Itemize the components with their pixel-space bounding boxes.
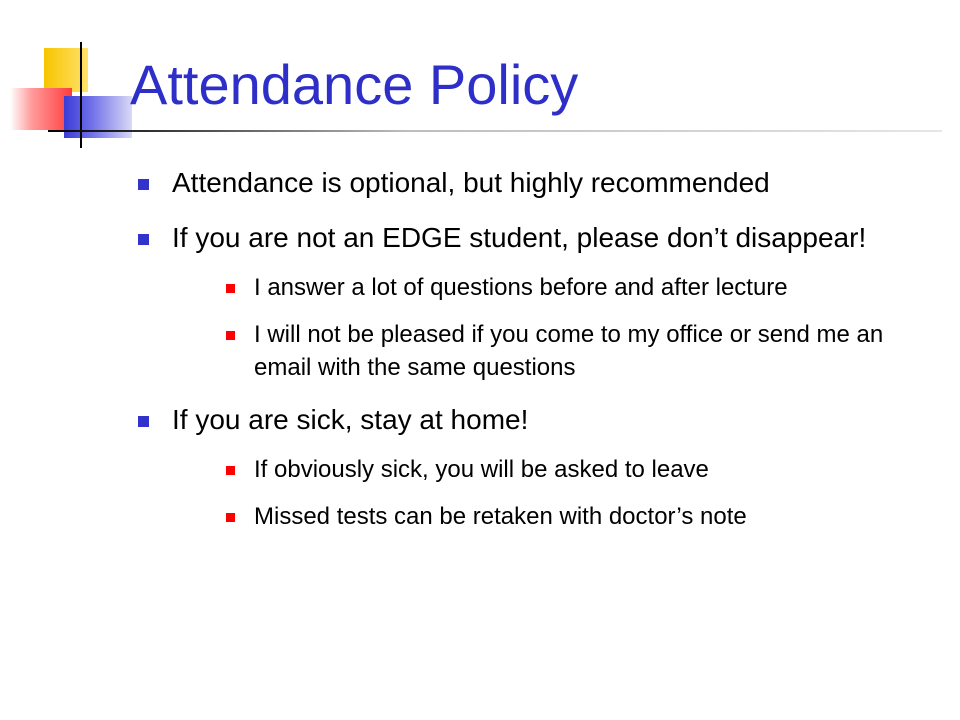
- bullet-text: Attendance is optional, but highly recommended: [172, 167, 770, 198]
- bullet-item: [130, 164, 910, 202]
- square-bullet-icon: [226, 513, 235, 522]
- decorative-logo: [0, 0, 140, 160]
- bullet-text: If you are not an EDGE student, please don’t disappear!: [172, 222, 867, 253]
- bullet-item: [130, 219, 910, 384]
- sub-bullet-item: [172, 500, 910, 533]
- bullet-item: [130, 401, 910, 533]
- sub-bullet-text: I answer a lot of questions before and after lecture: [254, 274, 788, 301]
- square-bullet-icon: [226, 466, 235, 475]
- bullet-list: [130, 164, 910, 533]
- red-square-decoration: [10, 88, 72, 130]
- title-underline-rule: [48, 130, 942, 132]
- sub-bullet-item: [172, 318, 910, 384]
- vertical-rule: [80, 42, 82, 148]
- square-bullet-icon: [138, 179, 149, 190]
- square-bullet-icon: [226, 331, 235, 340]
- sub-bullet-text: Missed tests can be retaken with doctor’s note: [254, 503, 747, 530]
- sub-bullet-text: If obviously sick, you will be asked to leave: [254, 456, 709, 483]
- sub-bullet-item: [172, 271, 910, 304]
- square-bullet-icon: [138, 416, 149, 427]
- sub-bullet-text: I will not be pleased if you come to my office or send me an email with the same questions: [254, 321, 884, 381]
- slide-title: Attendance Policy: [130, 53, 579, 116]
- bullet-text: If you are sick, stay at home!: [172, 404, 529, 435]
- square-bullet-icon: [226, 284, 235, 293]
- sub-bullet-item: [172, 453, 910, 486]
- square-bullet-icon: [138, 234, 149, 245]
